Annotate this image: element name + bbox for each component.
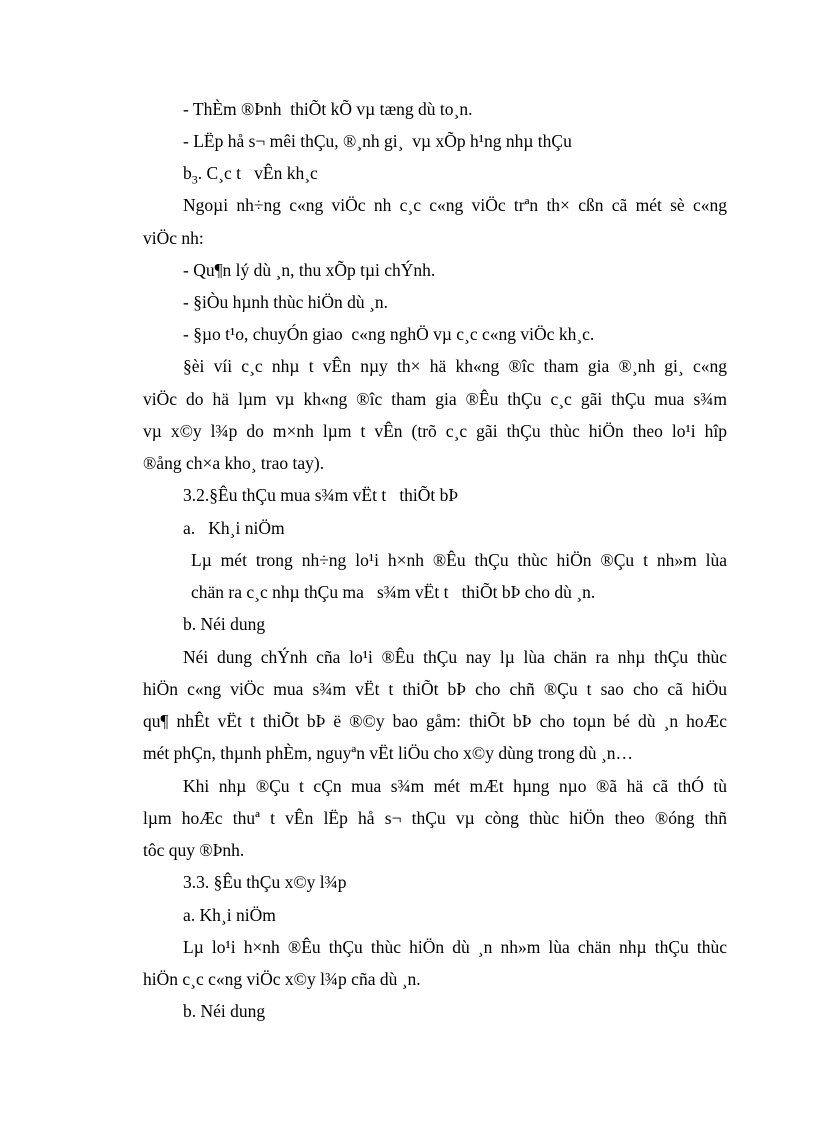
text-line: - LËp hå s¬ mêi thÇu, ®¸nh gi¸ vµ xÕp h¹ng nhµ thÇu [183, 131, 572, 151]
section-heading: 3.3. §Êu thÇu x©y l¾p [183, 872, 347, 892]
heading-text: . C¸c t vÊn kh¸c [197, 163, 318, 183]
text-line: - §iÒu hµnh thùc hiÖn dù ¸n. [183, 292, 388, 312]
heading-subscript: 3 [191, 172, 198, 187]
text-line: Lµ lo¹i h×nh ®Êu thÇu thùc hiÖn dù ¸n nh»m lùa chän nhµ thÇu thùc [183, 937, 727, 957]
text-line: qu¶ nhÊt vËt t thiÕt bÞ ë ®©y bao gåm: thiÕt bÞ cho toµn bé dù ¸n hoÆc [143, 711, 727, 731]
text-line: §èi víi c¸c nhµ t vÊn nµy th× hä kh«ng ®îc tham gia ®¸nh gi¸ c«ng [183, 356, 727, 376]
section-heading: 3.2.§Êu thÇu mua s¾m vËt t thiÕt bÞ [183, 485, 459, 505]
text-line: - ThÈm ®Þnh thiÕt kÕ vµ tæng dù to¸n. [183, 99, 473, 119]
text-line: - §µo t¹o, chuyÓn giao c«ng nghÖ vµ c¸c c«ng viÖc kh¸c. [183, 324, 595, 344]
sub-heading: b. Néi dung [183, 1001, 266, 1021]
text-line: Lµ mét trong nh÷ng lo¹i h×nh ®Êu thÇu thùc hiÖn ®Çu t nh»m lùa [191, 550, 727, 570]
text-line: viÖc do hä lµm vµ kh«ng ®îc tham gia ®Êu thÇu c¸c gãi thÇu mua s¾m [143, 389, 727, 409]
text-line: Néi dung chÝnh cña lo¹i ®Êu thÇu nay lµ lùa chän ra nhµ thÇu thùc [183, 647, 727, 667]
text-line: hiÖn c¸c c«ng viÖc x©y l¾p cña dù ¸n. [143, 969, 421, 989]
text-line: tôc quy ®Þnh. [143, 840, 245, 860]
text-line: - Qu¶n lý dù ¸n, thu xÕp tµi chÝnh. [183, 260, 436, 280]
sub-heading: a. Kh¸i niÖm [183, 518, 285, 538]
text-line: Khi nhµ ®Çu t cÇn mua s¾m mét mÆt hµng nµo ®ã hä cã thÓ tù [183, 776, 727, 796]
text-line: Ngoµi nh÷ng c«ng viÖc nh c¸c c«ng viÖc trªn th× cßn cã mét sè c«ng [183, 195, 727, 215]
text-line: mét phÇn, thµnh phÈm, nguyªn vËt liÖu cho x©y dùng trong dù ¸n… [143, 743, 633, 763]
text-line: ®ång ch×a kho¸ trao tay). [143, 453, 325, 473]
text-line: lµm hoÆc thuª t vÊn lËp hå s¬ thÇu vµ còng thùc hiÖn theo ®óng thñ [143, 808, 727, 828]
section-heading [183, 162, 318, 187]
text-line: viÖc nh: [143, 228, 204, 248]
heading-letter: b [183, 163, 192, 183]
sub-heading: a. Kh¸i niÖm [183, 905, 276, 925]
text-line: hiÖn c«ng viÖc mua s¾m vËt t thiÕt bÞ cho chñ ®Çu t sao cho cã hiÖu [143, 679, 727, 699]
text-line: chän ra c¸c nhµ thÇu ma s¾m vËt t thiÕt bÞ cho dù ¸n. [191, 582, 596, 602]
sub-heading: b. Néi dung [183, 614, 266, 634]
text-line: vµ x©y l¾p do m×nh lµm t vÊn (trõ c¸c gãi thÇu thùc hiÖn theo lo¹i hîp [143, 421, 727, 441]
